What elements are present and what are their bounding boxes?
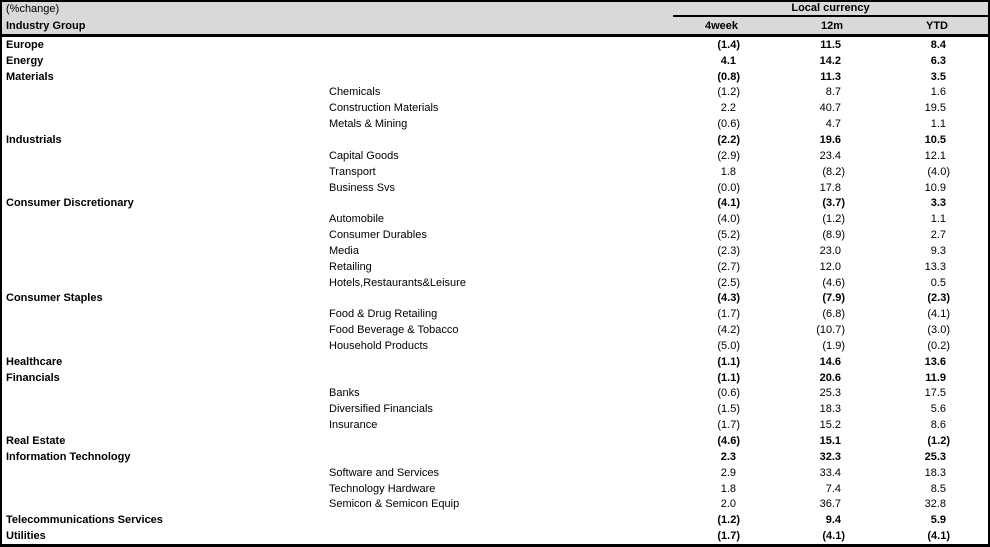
value-cell: (1.5) bbox=[717, 403, 740, 416]
value-cell: 2.9 bbox=[720, 466, 736, 479]
table-row bbox=[2, 291, 988, 307]
industry-name: Semicon & Semicon Equip bbox=[329, 498, 460, 511]
value-cell: (0.8) bbox=[717, 70, 740, 83]
table-row bbox=[2, 195, 988, 211]
table-row bbox=[2, 417, 988, 433]
table-row bbox=[2, 148, 988, 164]
industry-name: Food Beverage & Tobacco bbox=[329, 324, 459, 337]
table-row bbox=[2, 322, 988, 338]
value-cell: (1.1) bbox=[717, 355, 740, 368]
industry-name: Utilities bbox=[6, 530, 46, 543]
value-cell: (1.2) bbox=[717, 514, 740, 527]
value-cell: 14.2 bbox=[819, 54, 841, 67]
value-cell: 13.3 bbox=[924, 260, 946, 273]
value-cell: (4.6) bbox=[822, 276, 845, 289]
value-cell: 32.8 bbox=[924, 498, 946, 511]
value-cell: (2.7) bbox=[717, 260, 740, 273]
value-cell: 2.2 bbox=[720, 102, 736, 115]
value-cell: 10.9 bbox=[924, 181, 946, 194]
value-cell: 4.7 bbox=[825, 118, 841, 131]
table-row bbox=[2, 211, 988, 227]
value-cell: 1.1 bbox=[930, 118, 946, 131]
value-cell: 9.3 bbox=[930, 244, 946, 257]
value-cell: 7.4 bbox=[825, 482, 841, 495]
value-cell: 3.3 bbox=[930, 197, 946, 210]
value-cell: (4.2) bbox=[717, 324, 740, 337]
value-cell: 13.6 bbox=[924, 355, 946, 368]
value-cell: (0.6) bbox=[717, 387, 740, 400]
column-header-12m: 12m bbox=[820, 20, 843, 32]
value-cell: 40.7 bbox=[819, 102, 841, 115]
value-cell: (4.3) bbox=[717, 292, 740, 305]
table-row bbox=[2, 338, 988, 354]
value-cell: 3.5 bbox=[930, 70, 946, 83]
table-header-row-top bbox=[2, 2, 988, 17]
table-body bbox=[2, 37, 988, 544]
value-cell: 1.6 bbox=[930, 86, 946, 99]
table-row bbox=[2, 528, 988, 544]
industry-name: Food & Drug Retailing bbox=[329, 308, 438, 321]
value-cell: (8.2) bbox=[822, 165, 845, 178]
value-cell: 15.1 bbox=[819, 435, 841, 448]
value-cell: (4.1) bbox=[717, 197, 740, 210]
value-cell: (2.9) bbox=[717, 149, 740, 162]
value-cell: 36.7 bbox=[819, 498, 841, 511]
industry-name: Consumer Durables bbox=[329, 229, 427, 242]
value-cell: (2.2) bbox=[717, 133, 740, 146]
industry-name: Banks bbox=[329, 387, 360, 400]
industry-name: Energy bbox=[6, 54, 44, 67]
value-cell: 14.6 bbox=[819, 355, 841, 368]
table-row bbox=[2, 100, 988, 116]
value-cell: 33.4 bbox=[819, 466, 841, 479]
table-row bbox=[2, 85, 988, 101]
value-cell: (0.6) bbox=[717, 118, 740, 131]
value-cell: 11.3 bbox=[820, 70, 841, 83]
industry-name: Household Products bbox=[329, 339, 429, 352]
value-cell: 8.6 bbox=[930, 419, 946, 432]
value-cell: (7.9) bbox=[822, 292, 845, 305]
value-cell: 18.3 bbox=[819, 403, 841, 416]
value-cell: 18.3 bbox=[924, 466, 946, 479]
table-row bbox=[2, 306, 988, 322]
value-cell: 0.5 bbox=[930, 276, 946, 289]
industry-name: Consumer Staples bbox=[6, 292, 103, 305]
value-cell: (4.6) bbox=[717, 435, 740, 448]
value-cell: 20.6 bbox=[819, 371, 841, 384]
value-cell: (3.0) bbox=[927, 324, 950, 337]
table-row bbox=[2, 69, 988, 85]
industry-name: Technology Hardware bbox=[329, 482, 436, 495]
table-row bbox=[2, 116, 988, 132]
value-cell: (1.1) bbox=[717, 371, 740, 384]
industry-name: Telecommunications Services bbox=[6, 514, 163, 527]
table-row bbox=[2, 481, 988, 497]
value-cell: 25.3 bbox=[819, 387, 841, 400]
value-cell: 5.9 bbox=[930, 514, 946, 527]
value-cell: 8.5 bbox=[930, 482, 946, 495]
industry-name: Real Estate bbox=[6, 435, 66, 448]
value-cell: (5.2) bbox=[717, 229, 740, 242]
value-cell: 2.7 bbox=[930, 229, 946, 242]
industry-name: Industrials bbox=[6, 133, 62, 146]
table-row bbox=[2, 354, 988, 370]
industry-name: Chemicals bbox=[329, 86, 381, 99]
value-cell: (2.3) bbox=[717, 244, 740, 257]
value-cell: 15.2 bbox=[819, 419, 841, 432]
value-cell: 23.4 bbox=[819, 149, 841, 162]
value-cell: (3.7) bbox=[822, 197, 845, 210]
value-cell: (1.7) bbox=[717, 419, 740, 432]
industry-name: Retailing bbox=[329, 260, 372, 273]
value-cell: (0.2) bbox=[927, 339, 950, 352]
value-cell: 19.5 bbox=[924, 102, 946, 115]
value-cell: (0.0) bbox=[717, 181, 740, 194]
value-cell: 11.5 bbox=[820, 38, 841, 51]
industry-name: Europe bbox=[6, 38, 44, 51]
table-row bbox=[2, 259, 988, 275]
value-cell: 12.0 bbox=[819, 260, 841, 273]
industry-name: Hotels,Restaurants&Leisure bbox=[329, 276, 466, 289]
value-cell: (4.1) bbox=[927, 308, 950, 321]
value-cell: (8.9) bbox=[822, 229, 845, 242]
table-row bbox=[2, 449, 988, 465]
industry-name: Capital Goods bbox=[329, 149, 399, 162]
industry-name: Financials bbox=[6, 371, 60, 384]
column-header-ytd: YTD bbox=[926, 20, 948, 32]
table-row bbox=[2, 227, 988, 243]
value-cell: 32.3 bbox=[819, 450, 841, 463]
value-cell: 23.0 bbox=[819, 244, 841, 257]
table-row bbox=[2, 275, 988, 291]
table-row bbox=[2, 401, 988, 417]
industry-name: Automobile bbox=[329, 213, 385, 226]
industry-name: Healthcare bbox=[6, 355, 63, 368]
industry-name: Materials bbox=[6, 70, 54, 83]
value-cell: (4.0) bbox=[927, 165, 950, 178]
industry-name: Diversified Financials bbox=[329, 403, 433, 416]
value-cell: 5.6 bbox=[930, 403, 946, 416]
value-cell: (6.8) bbox=[822, 308, 845, 321]
industry-name: Consumer Discretionary bbox=[6, 197, 134, 210]
table-row bbox=[2, 37, 988, 53]
value-cell: 17.5 bbox=[924, 387, 946, 400]
industry-name: Media bbox=[329, 244, 359, 257]
table-row bbox=[2, 386, 988, 402]
table-row bbox=[2, 496, 988, 512]
value-cell: (10.7) bbox=[816, 324, 845, 337]
value-cell: (2.5) bbox=[717, 276, 740, 289]
value-cell: (1.9) bbox=[822, 339, 845, 352]
column-header-4week: 4week bbox=[704, 20, 738, 32]
industry-name: Construction Materials bbox=[329, 102, 439, 115]
value-cell: (1.7) bbox=[717, 530, 740, 543]
percent-change-label: (%change) bbox=[6, 3, 60, 15]
value-cell: (5.0) bbox=[717, 339, 740, 352]
value-cell: (4.1) bbox=[822, 530, 845, 543]
value-cell: (2.3) bbox=[927, 292, 950, 305]
table-row bbox=[2, 132, 988, 148]
value-cell: 17.8 bbox=[819, 181, 841, 194]
value-cell: 1.1 bbox=[930, 213, 946, 226]
value-cell: (1.2) bbox=[822, 213, 845, 226]
value-cell: 25.3 bbox=[924, 450, 946, 463]
value-cell: 10.5 bbox=[924, 133, 946, 146]
industry-name: Business Svs bbox=[329, 181, 396, 194]
value-cell: 1.8 bbox=[720, 482, 736, 495]
table-row bbox=[2, 180, 988, 196]
table-row bbox=[2, 243, 988, 259]
industry-name: Transport bbox=[329, 165, 376, 178]
local-currency-header: Local currency bbox=[673, 2, 988, 17]
value-cell: 2.3 bbox=[720, 450, 736, 463]
value-cell: 6.3 bbox=[930, 54, 946, 67]
industry-name: Metals & Mining bbox=[329, 118, 408, 131]
value-cell: (1.2) bbox=[927, 435, 950, 448]
table-row bbox=[2, 465, 988, 481]
table-row bbox=[2, 53, 988, 69]
table-row bbox=[2, 164, 988, 180]
table-header-row-columns bbox=[2, 17, 988, 34]
industry-group-column-header: Industry Group bbox=[6, 20, 86, 32]
industry-name: Insurance bbox=[329, 419, 378, 432]
value-cell: 4.1 bbox=[720, 54, 736, 67]
industry-name: Software and Services bbox=[329, 466, 440, 479]
value-cell: (4.0) bbox=[717, 213, 740, 226]
value-cell: (1.4) bbox=[717, 38, 740, 51]
table-row bbox=[2, 370, 988, 386]
value-cell: (1.7) bbox=[717, 308, 740, 321]
table-row bbox=[2, 512, 988, 528]
value-cell: 11.9 bbox=[925, 371, 946, 384]
value-cell: 19.6 bbox=[819, 133, 841, 146]
table-row bbox=[2, 433, 988, 449]
value-cell: (4.1) bbox=[927, 530, 950, 543]
value-cell: (1.2) bbox=[717, 86, 740, 99]
value-cell: 12.1 bbox=[924, 149, 946, 162]
value-cell: 8.7 bbox=[825, 86, 841, 99]
value-cell: 9.4 bbox=[825, 514, 841, 527]
value-cell: 1.8 bbox=[720, 165, 736, 178]
industry-name: Information Technology bbox=[6, 450, 131, 463]
value-cell: 2.0 bbox=[720, 498, 736, 511]
value-cell: 8.4 bbox=[930, 38, 946, 51]
